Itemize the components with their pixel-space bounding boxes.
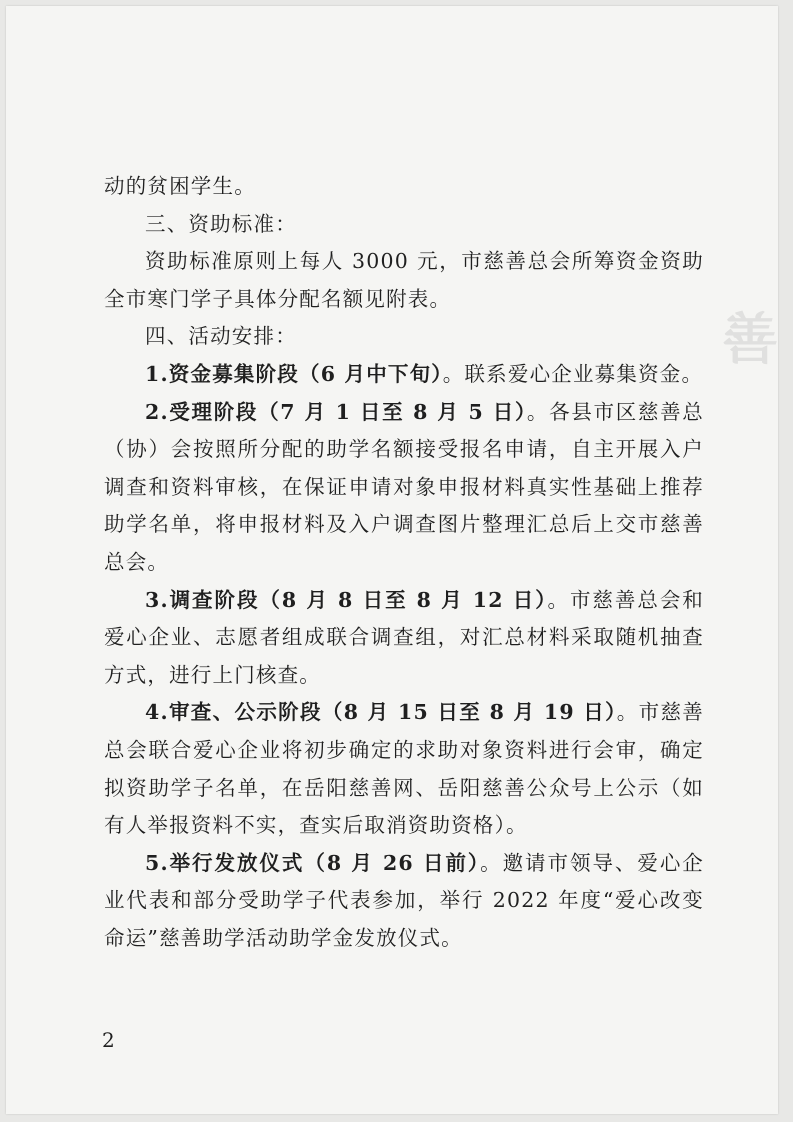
list-item-stage-4 xyxy=(104,694,704,844)
heading-text: 三、资助标准： xyxy=(145,211,297,236)
list-item-stage-2 xyxy=(104,394,704,582)
heading-text: 四、活动安排： xyxy=(145,324,297,349)
paragraph-continuation xyxy=(104,168,704,206)
stage-text: 。联系爱心企业募集资金。 xyxy=(442,361,704,386)
stage-title: 4.审查、公示阶段（8 月 15 日至 8 月 19 日） xyxy=(145,700,617,725)
document-body xyxy=(104,168,704,957)
stage-text: 。市慈善总会和爱心企业、志愿者组成联合调查组，对汇总材料采取随机抽查方式，进行上门核查。 xyxy=(104,587,704,687)
stage-title: 3.调查阶段（8 月 8 日至 8 月 12 日） xyxy=(145,587,548,612)
bleed-through-mark: 善 xyxy=(722,307,778,373)
list-item-stage-3 xyxy=(104,582,704,695)
stage-text: 。各县市区慈善总（协）会按照所分配的助学名额接受报名申请，自主开展入户调查和资料审核，在保证申请对象申报材料真实性基础上推荐助学名单，将申报材料及入户调查图片整理汇总后上交市慈善总会。 xyxy=(104,399,705,574)
paragraph-text: 资助标准原则上每人 3000 元，市慈善总会所筹资金资助全市寒门学子具体分配名额见附表。 xyxy=(104,249,704,311)
list-item-stage-1 xyxy=(104,356,704,394)
stage-text: 。市慈善总会联合爱心企业将初步确定的求助对象资料进行会审，确定拟资助学子名单，在岳阳慈善网、岳阳慈善公众号上公示（如有人举报资料不实，查实后取消资助资格）。 xyxy=(104,700,704,838)
paragraph-text: 动的贫困学生。 xyxy=(104,174,256,198)
stage-title: 2.受理阶段（7 月 1 日至 8 月 5 日） xyxy=(145,399,527,424)
document-page xyxy=(6,6,778,1114)
section-heading-funding-standard xyxy=(104,206,704,244)
stage-title: 5.举行发放仪式（8 月 26 日前） xyxy=(145,850,481,875)
stage-title: 1.资金募集阶段（6 月中下旬） xyxy=(145,361,443,386)
stage-text: 。邀请市领导、爱心企业代表和部分受助学子代表参加，举行 2022 年度“爱心改变命运”慈善助学活动助学金发放仪式。 xyxy=(104,850,705,950)
list-item-stage-5 xyxy=(104,845,704,958)
page-number: 2 xyxy=(102,1028,115,1052)
paragraph-funding-standard xyxy=(104,243,704,318)
section-heading-activity-arrangement xyxy=(104,318,704,356)
